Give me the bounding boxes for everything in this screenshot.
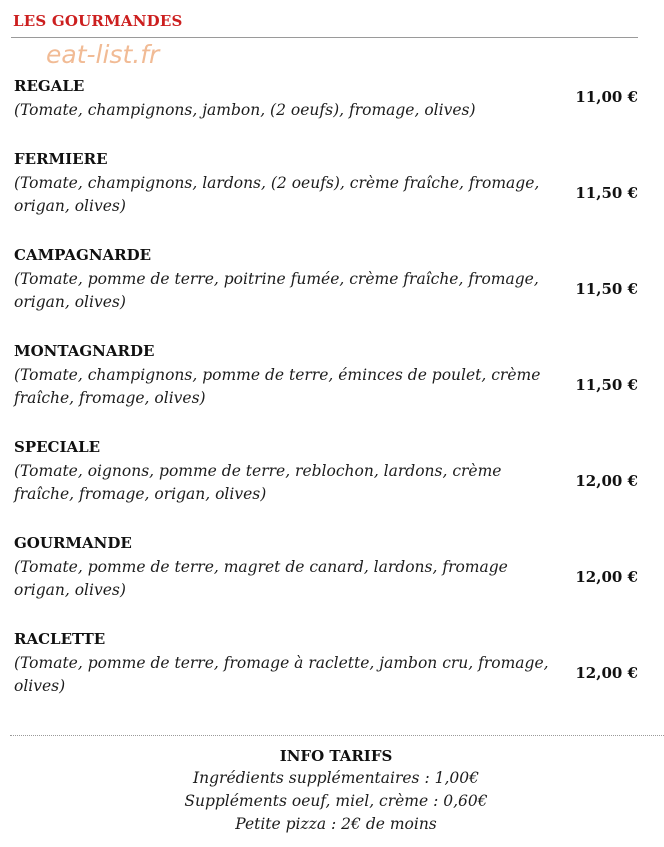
- item-description: (Tomate, champignons, pomme de terre, éminces de poulet, crème fraîche, fromage, olives): [14, 366, 541, 407]
- item-name: GOURMANDE: [14, 534, 132, 552]
- item-name: MONTAGNARDE: [14, 342, 155, 360]
- item-price: 11,50 €: [575, 280, 638, 298]
- info-divider: [10, 735, 664, 736]
- info-line-small-pizza: Petite pizza : 2€ de moins: [235, 815, 437, 833]
- item-name: RACLETTE: [14, 630, 106, 648]
- item-price: 12,00 €: [575, 664, 638, 682]
- item-price: 11,50 €: [575, 376, 638, 394]
- item-name: CAMPAGNARDE: [14, 246, 152, 264]
- item-description: (Tomate, oignons, pomme de terre, reblochon, lardons, crème fraîche, fromage, origan, olives): [14, 462, 502, 503]
- info-line-extra-ingredients: Ingrédients supplémentaires : 1,00€: [193, 769, 479, 787]
- info-tarifs: [0, 745, 664, 836]
- section-title: LES GOURMANDES: [13, 12, 183, 30]
- item-description: (Tomate, pomme de terre, fromage à raclette, jambon cru, fromage, olives): [14, 654, 549, 695]
- item-name: SPECIALE: [14, 438, 101, 456]
- item-description: (Tomate, pomme de terre, poitrine fumée, crème fraîche, fromage, origan, olives): [14, 270, 539, 311]
- item-price: 11,50 €: [575, 184, 638, 202]
- info-title: INFO TARIFS: [279, 747, 393, 765]
- item-price: 12,00 €: [575, 472, 638, 490]
- item-price: 11,00 €: [575, 88, 638, 106]
- item-name: FERMIERE: [14, 150, 108, 168]
- item-description: (Tomate, champignons, jambon, (2 oeufs), fromage, olives): [14, 101, 476, 119]
- watermark-logo: eat-list.fr: [46, 40, 160, 69]
- item-name: REGALE: [14, 77, 85, 95]
- item-description: (Tomate, pomme de terre, magret de canard, lardons, fromage origan, olives): [14, 558, 508, 599]
- info-line-supplements: Suppléments oeuf, miel, crème : 0,60€: [184, 792, 488, 810]
- section-title-divider: [11, 37, 638, 38]
- item-description: (Tomate, champignons, lardons, (2 oeufs), crème fraîche, fromage, origan, olives): [14, 174, 540, 215]
- item-price: 12,00 €: [575, 568, 638, 586]
